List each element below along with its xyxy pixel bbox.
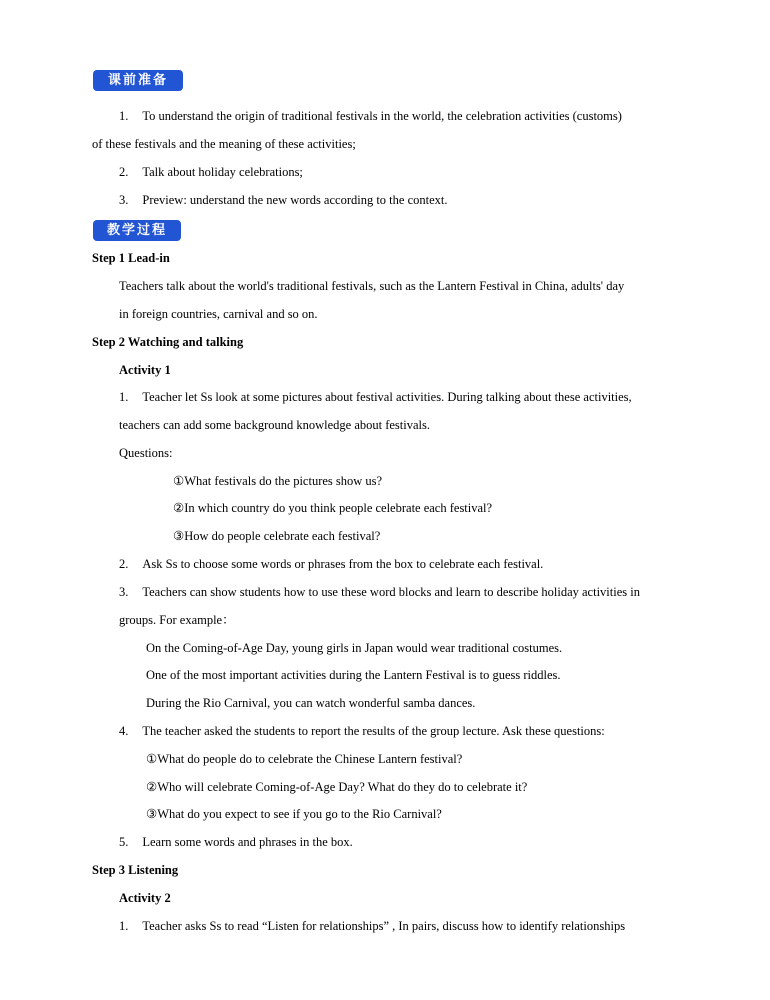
- list-number: 2.: [119, 165, 129, 179]
- step3-item-1: [119, 918, 625, 934]
- step2-item-5-text: Learn some words and phrases in the box.: [142, 835, 353, 849]
- list-number: 1.: [119, 390, 129, 404]
- step2-item-1: [119, 389, 632, 405]
- question-1: ①What festivals do the pictures show us?: [173, 474, 383, 488]
- list-number: 3.: [119, 585, 129, 599]
- step3-item-1-text: Teacher asks Ss to read “Listen for relationships” , In pairs, discuss how to identify relationships: [142, 919, 626, 933]
- section-heading-process: 教学过程: [93, 220, 181, 241]
- step2-item-2: [119, 556, 543, 572]
- step3-title: Step 3 Listening: [92, 863, 179, 877]
- item4-question-2: ②Who will celebrate Coming-of-Age Day? What do they do to celebrate it?: [146, 780, 528, 794]
- step2-item-1-text: Teacher let Ss look at some pictures about festival activities. During talking about these activities,: [142, 390, 632, 404]
- example-3: During the Rio Carnival, you can watch wonderful samba dances.: [146, 696, 476, 710]
- prep-item-2: [119, 164, 303, 180]
- step2-item-4-text: The teacher asked the students to report the results of the group lecture. Ask these questions:: [142, 724, 605, 738]
- step2-title: Step 2 Watching and talking: [92, 335, 244, 349]
- prep-item-text: Talk about holiday celebrations;: [142, 165, 303, 179]
- list-number: 1.: [119, 919, 129, 933]
- prep-item-1: [119, 108, 689, 124]
- step2-activity-label: Activity 1: [119, 363, 171, 377]
- question-2: ②In which country do you think people celebrate each festival?: [173, 501, 493, 515]
- list-number: 5.: [119, 835, 129, 849]
- step1-text-line1: Teachers talk about the world's traditional festivals, such as the Lantern Festival in China, adults' day: [119, 279, 625, 293]
- list-number: 3.: [119, 193, 129, 207]
- list-number: 2.: [119, 557, 129, 571]
- example-1: On the Coming-of-Age Day, young girls in Japan would wear traditional costumes.: [146, 641, 563, 655]
- prep-item-3: [119, 192, 448, 208]
- example-2: One of the most important activities during the Lantern Festival is to guess riddles.: [146, 668, 561, 682]
- step2-item-1-continued: teachers can add some background knowledge about festivals.: [119, 418, 431, 432]
- step2-item-2-text: Ask Ss to choose some words or phrases from the box to celebrate each festival.: [142, 557, 544, 571]
- question-3: ③How do people celebrate each festival?: [173, 529, 381, 543]
- step2-item-4: [119, 723, 605, 739]
- section-heading-prep: 课前准备: [93, 70, 183, 91]
- prep-item-text: Preview: understand the new words according to the context.: [142, 193, 448, 207]
- step2-item-5: [119, 834, 353, 850]
- list-number: 1.: [119, 109, 129, 123]
- step3-activity-label: Activity 2: [119, 891, 171, 905]
- step1-text-line2: in foreign countries, carnival and so on.: [119, 307, 318, 321]
- prep-item-1-continued: of these festivals and the meaning of these activities;: [92, 137, 356, 151]
- step1-title: Step 1 Lead-in: [92, 251, 170, 265]
- item4-question-3: ③What do you expect to see if you go to the Rio Carnival?: [146, 807, 442, 821]
- questions-label: Questions:: [119, 446, 173, 460]
- item4-question-1: ①What do people do to celebrate the Chinese Lantern festival?: [146, 752, 463, 766]
- step2-item-3: [119, 584, 640, 600]
- list-number: 4.: [119, 724, 129, 738]
- step2-item-3-continued: groups. For example：: [119, 613, 235, 627]
- step2-item-3-text: Teachers can show students how to use these word blocks and learn to describe holiday activities in: [142, 585, 640, 599]
- prep-item-text: To understand the origin of traditional festivals in the world, the celebration activities (customs): [142, 109, 622, 123]
